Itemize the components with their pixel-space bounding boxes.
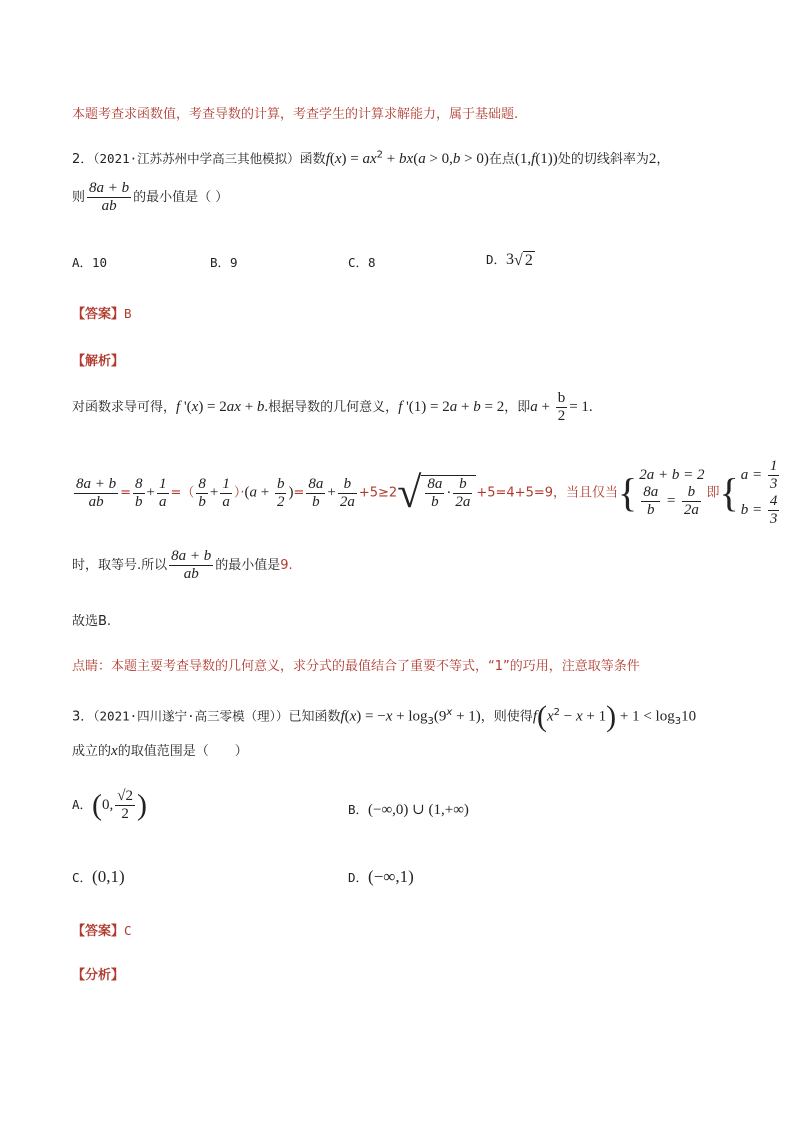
q3-stem-line1: 3．（2021·四川遂宁·高三零模（理））已知函数$f(x) = -x + \log_3(9^x + 1)$，则使得$f(x^2 - x + 1) + 1 < \log_310$ <box>72 700 697 733</box>
q2-source: （2021·江苏苏州中学高三其他模拟） <box>93 151 300 166</box>
q2-comment: 点睛：本题主要考查导数的几何意义，求分式的最值结合了重要不等式，“1”的巧用，注意取等条件 <box>72 659 640 674</box>
previous-summary: 本题考查求函数值，考查导数的计算，考查学生的计算求解能力，属于基础题. <box>72 107 519 122</box>
q3-source: （2021·四川遂宁·高三零模（理）） <box>93 708 289 724</box>
q2-option-c[interactable]: C．8 <box>348 255 376 270</box>
q2-stem-line2 <box>72 180 228 215</box>
q2-stem-text: 则 <box>72 190 86 205</box>
q2-number: 2． <box>72 152 94 167</box>
q3-analysis-heading: 【分析】 <box>72 968 125 983</box>
q2-slope: 2 <box>648 151 657 167</box>
q2-choose: 故选B. <box>72 614 112 629</box>
q2-stem-text: 处的切线斜率为 <box>557 152 649 167</box>
q3-option-c[interactable]: C．(0,1) <box>72 867 125 886</box>
q2-option-a[interactable]: A．10 <box>72 255 108 270</box>
q2-stem-text: 函数 <box>299 152 326 167</box>
q2-function-formula: f <box>325 151 330 167</box>
q2-analysis-line2: $\frac{8a + b}{ab}$ = $\frac{8}{b}$ + $\frac{1}{a}$ =（ $\frac{8}{b}$ + $\frac{1}{a}$ ）·(a + $\frac{b}{2}$ )= $\frac{8a}{b}$ + $\frac{b}{2a}$ +5≥2√ $\frac{8a}{b}$ · $\frac{b}{2a}$ +5=4+5=9，当且仅当{ 2a + b = 2 $\frac{8a}{b}$ = $\frac{b}{2a}$ 即{ a = $\frac{1}{3}$ b = $\frac{4}{3}$ <box>72 458 783 528</box>
q2-answer: 【答案】B <box>72 306 132 322</box>
q3-option-d[interactable]: D．(−∞,1) <box>348 867 414 886</box>
q2-solution-system: a = $\frac{1}{3}$ b = $\frac{4}{3}$ <box>740 458 778 527</box>
q2-point: (1, <box>514 151 532 167</box>
q2-analysis-heading: 【解析】 <box>72 354 125 369</box>
q3-answer: 【答案】C <box>72 923 132 939</box>
q3-option-a[interactable]: A．(0, $\frac{√2}{2}$ ) <box>72 788 148 822</box>
q2-option-d[interactable]: D．3√ 2 <box>486 251 533 269</box>
q2-stem-line1: 2．（2021·江苏苏州中学高三其他模拟）函数$f(x) = ax^2 + bx(a > 0,b > 0)$在点(1,f(1))处的切线斜率为2， <box>72 149 670 167</box>
q2-stem-text: 在点 <box>488 152 515 167</box>
q3-number: 3． <box>72 709 94 725</box>
q2-analysis-line1: 对函数求导可得，f '(x) = 2ax + b.根据导数的几何意义，f '(1) = 2a + b = 2，即a + $\frac{b}{2}$ = 1. <box>72 390 593 424</box>
q2-equality-system: 2a + b = 2 $\frac{8a}{b}$ = $\frac{b}{2a}$ <box>639 467 705 518</box>
q2-stem-text: 的最小值是（ ） <box>133 190 229 205</box>
q2-stem-text: ， <box>656 152 670 167</box>
q2-option-b[interactable]: B．9 <box>210 255 238 270</box>
q3-option-b[interactable]: B．(−∞,0) ∪ (1,+∞) <box>348 802 469 818</box>
q2-target-fraction: $\frac{8a + b}{ab}$ <box>89 180 130 214</box>
q2-analysis-line3: 时，取等号.所以 $\frac{8a + b}{ab}$ 的最小值是9. <box>72 548 293 582</box>
q3-stem-line2: 成立的x的取值范围是（ ） <box>72 743 248 759</box>
